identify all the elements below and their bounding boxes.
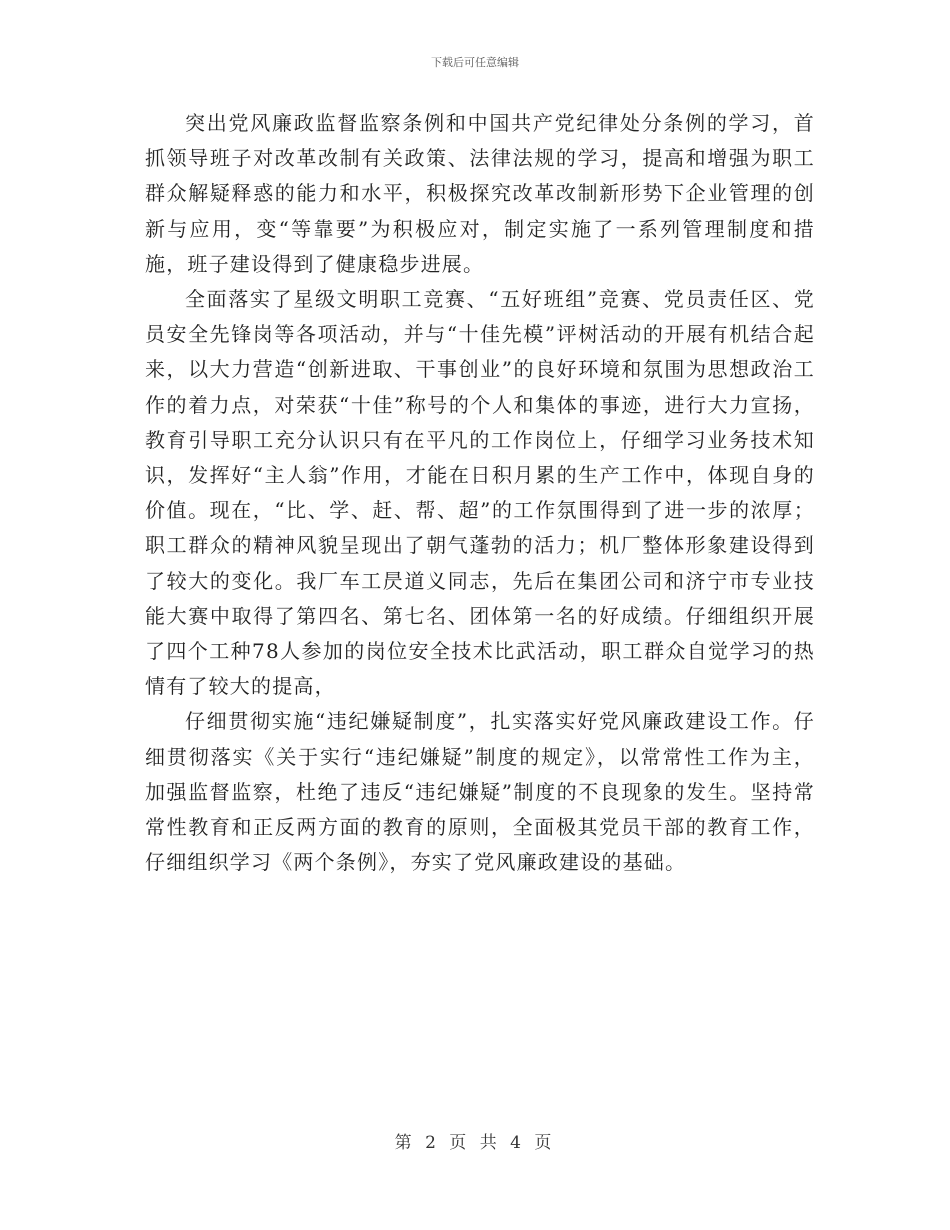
paragraph-3: 仔细贯彻实施“违纪嫌疑制度”，扎实落实好党风廉政建设工作。仔细贯彻落实《关于实行“违纪嫌疑”制度的规定》，以常常性工作为主，加强监督监察，杜绝了违反“违纪嫌疑”制度的不良现象的发生。坚持常常性教育和正反两方面的教育的原则，全面极其党员干部的教育工作，仔细组织学习《两个条例》，夯实了党风廉政建设的基础。 bbox=[145, 709, 815, 875]
paragraph-1: 突出党风廉政监督监察条例和中国共产党纪律处分条例的学习，首抓领导班子对改革改制有关政策、法律法规的学习，提高和增强为职工群众解疑释惑的能力和水平，积极探究改革改制新形势下企业管理的创新与应用，变“等靠要”为积极应对，制定实施了一系列管理制度和措施，班子建设得到了健康稳步进展。 bbox=[145, 111, 815, 276]
page-number-footer: 第 2 页 共 4 页 bbox=[394, 1133, 556, 1153]
page-header: 下载后可任意编辑 bbox=[431, 56, 519, 69]
paragraph-2: 全面落实了星级文明职工竞赛、“五好班组”竞赛、党员责任区、党员安全先锋岗等各项活动，并与“十佳先模”评树活动的开展有机结合起来，以大力营造“创新进取、干事创业”的良好环境和氛围为思想政治工作的着力点，对荣获“十佳”称号的个人和集体的事迹，进行大力宣扬，教育引导职工充分认识只有在平凡的工作岗位上，仔细学习业务技术知识，发挥好“主人翁”作用，才能在日积月累的生产工作中，体现自身的价值。现在，“比、学、赶、帮、超”的工作氛围得到了进一步的浓厚；职工群众的精神风貌呈现出了朝气蓬勃的活力；机厂整体形象建设得到了较大的变化。我厂车工昃道义同志，先后在集团公司和济宁市专业技能大赛中取得了第四名、第七名、团体第一名的好成绩。仔细组织开展了四个工种78人参加的岗位安全技术比武活动，职工群众自觉学习的热情有了较大的提高， bbox=[145, 287, 815, 699]
document-body bbox=[145, 106, 815, 880]
